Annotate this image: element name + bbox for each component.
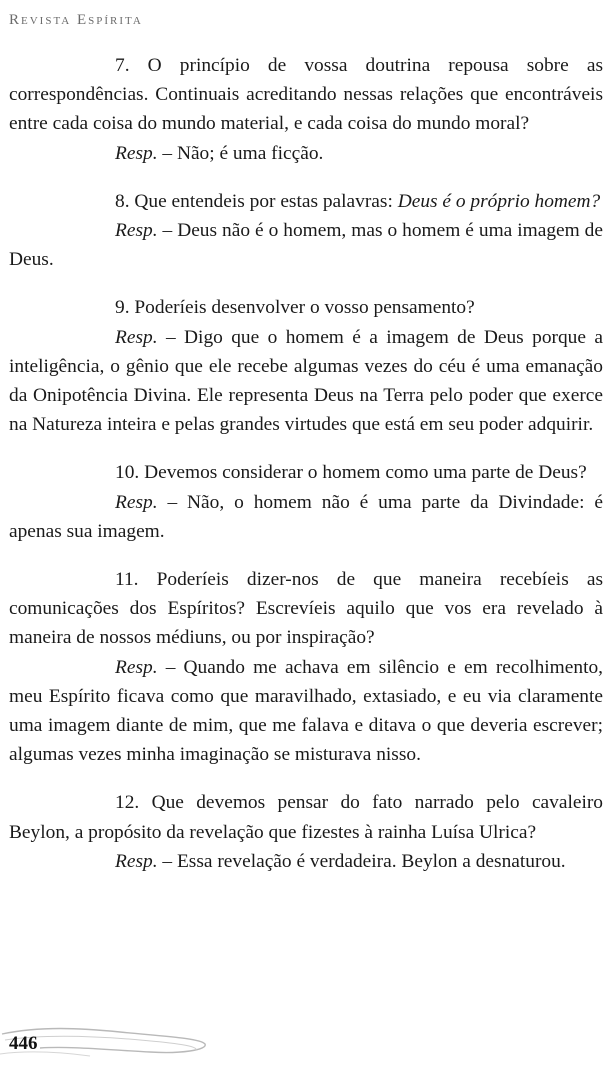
swirl-ornament-icon <box>0 1022 260 1065</box>
qa-block-12 <box>9 788 603 876</box>
answer-12 <box>9 847 603 876</box>
running-header: Revista Espírita <box>9 12 143 28</box>
answer-10 <box>9 488 603 546</box>
question-7: 7. O princípio de vossa doutrina repousa sobre as correspondências. Continuais acreditando nessas relações que encontráveis entre cada coisa do mundo material, e cada coisa do mundo moral? <box>9 55 603 135</box>
document-body <box>9 51 603 876</box>
qa-block-8 <box>9 187 603 275</box>
answer-7 <box>9 139 603 168</box>
question-quote: Deus é o próprio homem? <box>397 190 601 212</box>
resp-label: Resp. <box>115 491 158 513</box>
resp-label: Resp. <box>115 220 158 242</box>
answer-11 <box>9 653 603 770</box>
question-10: 10. Devemos considerar o homem como uma parte de Deus? <box>115 462 587 484</box>
question-8 <box>9 187 603 216</box>
page-number: 446 <box>9 1033 38 1054</box>
qa-block-11 <box>9 565 603 769</box>
question-9: 9. Poderíeis desenvolver o vosso pensamento? <box>115 297 475 319</box>
answer-9 <box>9 323 603 440</box>
qa-block-10 <box>9 458 603 546</box>
answer-text: – Não; é uma ficção. <box>157 142 324 164</box>
answer-text: – Quando me achava em silêncio e em recolhimento, meu Espírito ficava como que maravilhado, extasiado, e eu via claramente uma imagem diante de mim, que me falava e ditava o que deveria escrever; algumas vezes minha imaginação se misturava nisso. <box>9 656 603 766</box>
page-footer <box>0 1022 260 1065</box>
question-11: 11. Poderíeis dizer-nos de que maneira recebíeis as comunicações dos Espíritos? Escrevíeis aquilo que vos era revelado à maneira de nossos médiuns, ou por inspiração? <box>9 569 603 649</box>
qa-block-9 <box>9 293 603 439</box>
question-text: 8. Que entendeis por estas palavras: <box>115 190 398 212</box>
resp-label: Resp. <box>115 142 158 164</box>
answer-8 <box>9 216 603 274</box>
resp-label: Resp. <box>115 850 158 872</box>
answer-text: – Não, o homem não é uma parte da Divindade: é apenas sua imagem. <box>9 491 603 542</box>
resp-label: Resp. <box>115 656 158 678</box>
qa-block-7 <box>9 51 603 168</box>
answer-text: – Deus não é o homem, mas o homem é uma imagem de Deus. <box>9 220 603 271</box>
question-12: 12. Que devemos pensar do fato narrado pelo cavaleiro Beylon, a propósito da revelação que fizestes à rainha Luísa Ulrica? <box>9 792 603 843</box>
answer-text: – Essa revelação é verdadeira. Beylon a desnaturou. <box>157 850 566 872</box>
answer-text: – Digo que o homem é a imagem de Deus porque a inteligência, o gênio que ele recebe algumas vezes do céu é uma emanação da Onipotência Divina. Ele representa Deus na Terra pelo poder que exerce na Natureza inteira e pelas grandes virtudes que está em seu poder adquirir. <box>9 326 603 436</box>
resp-label: Resp. <box>115 326 158 348</box>
